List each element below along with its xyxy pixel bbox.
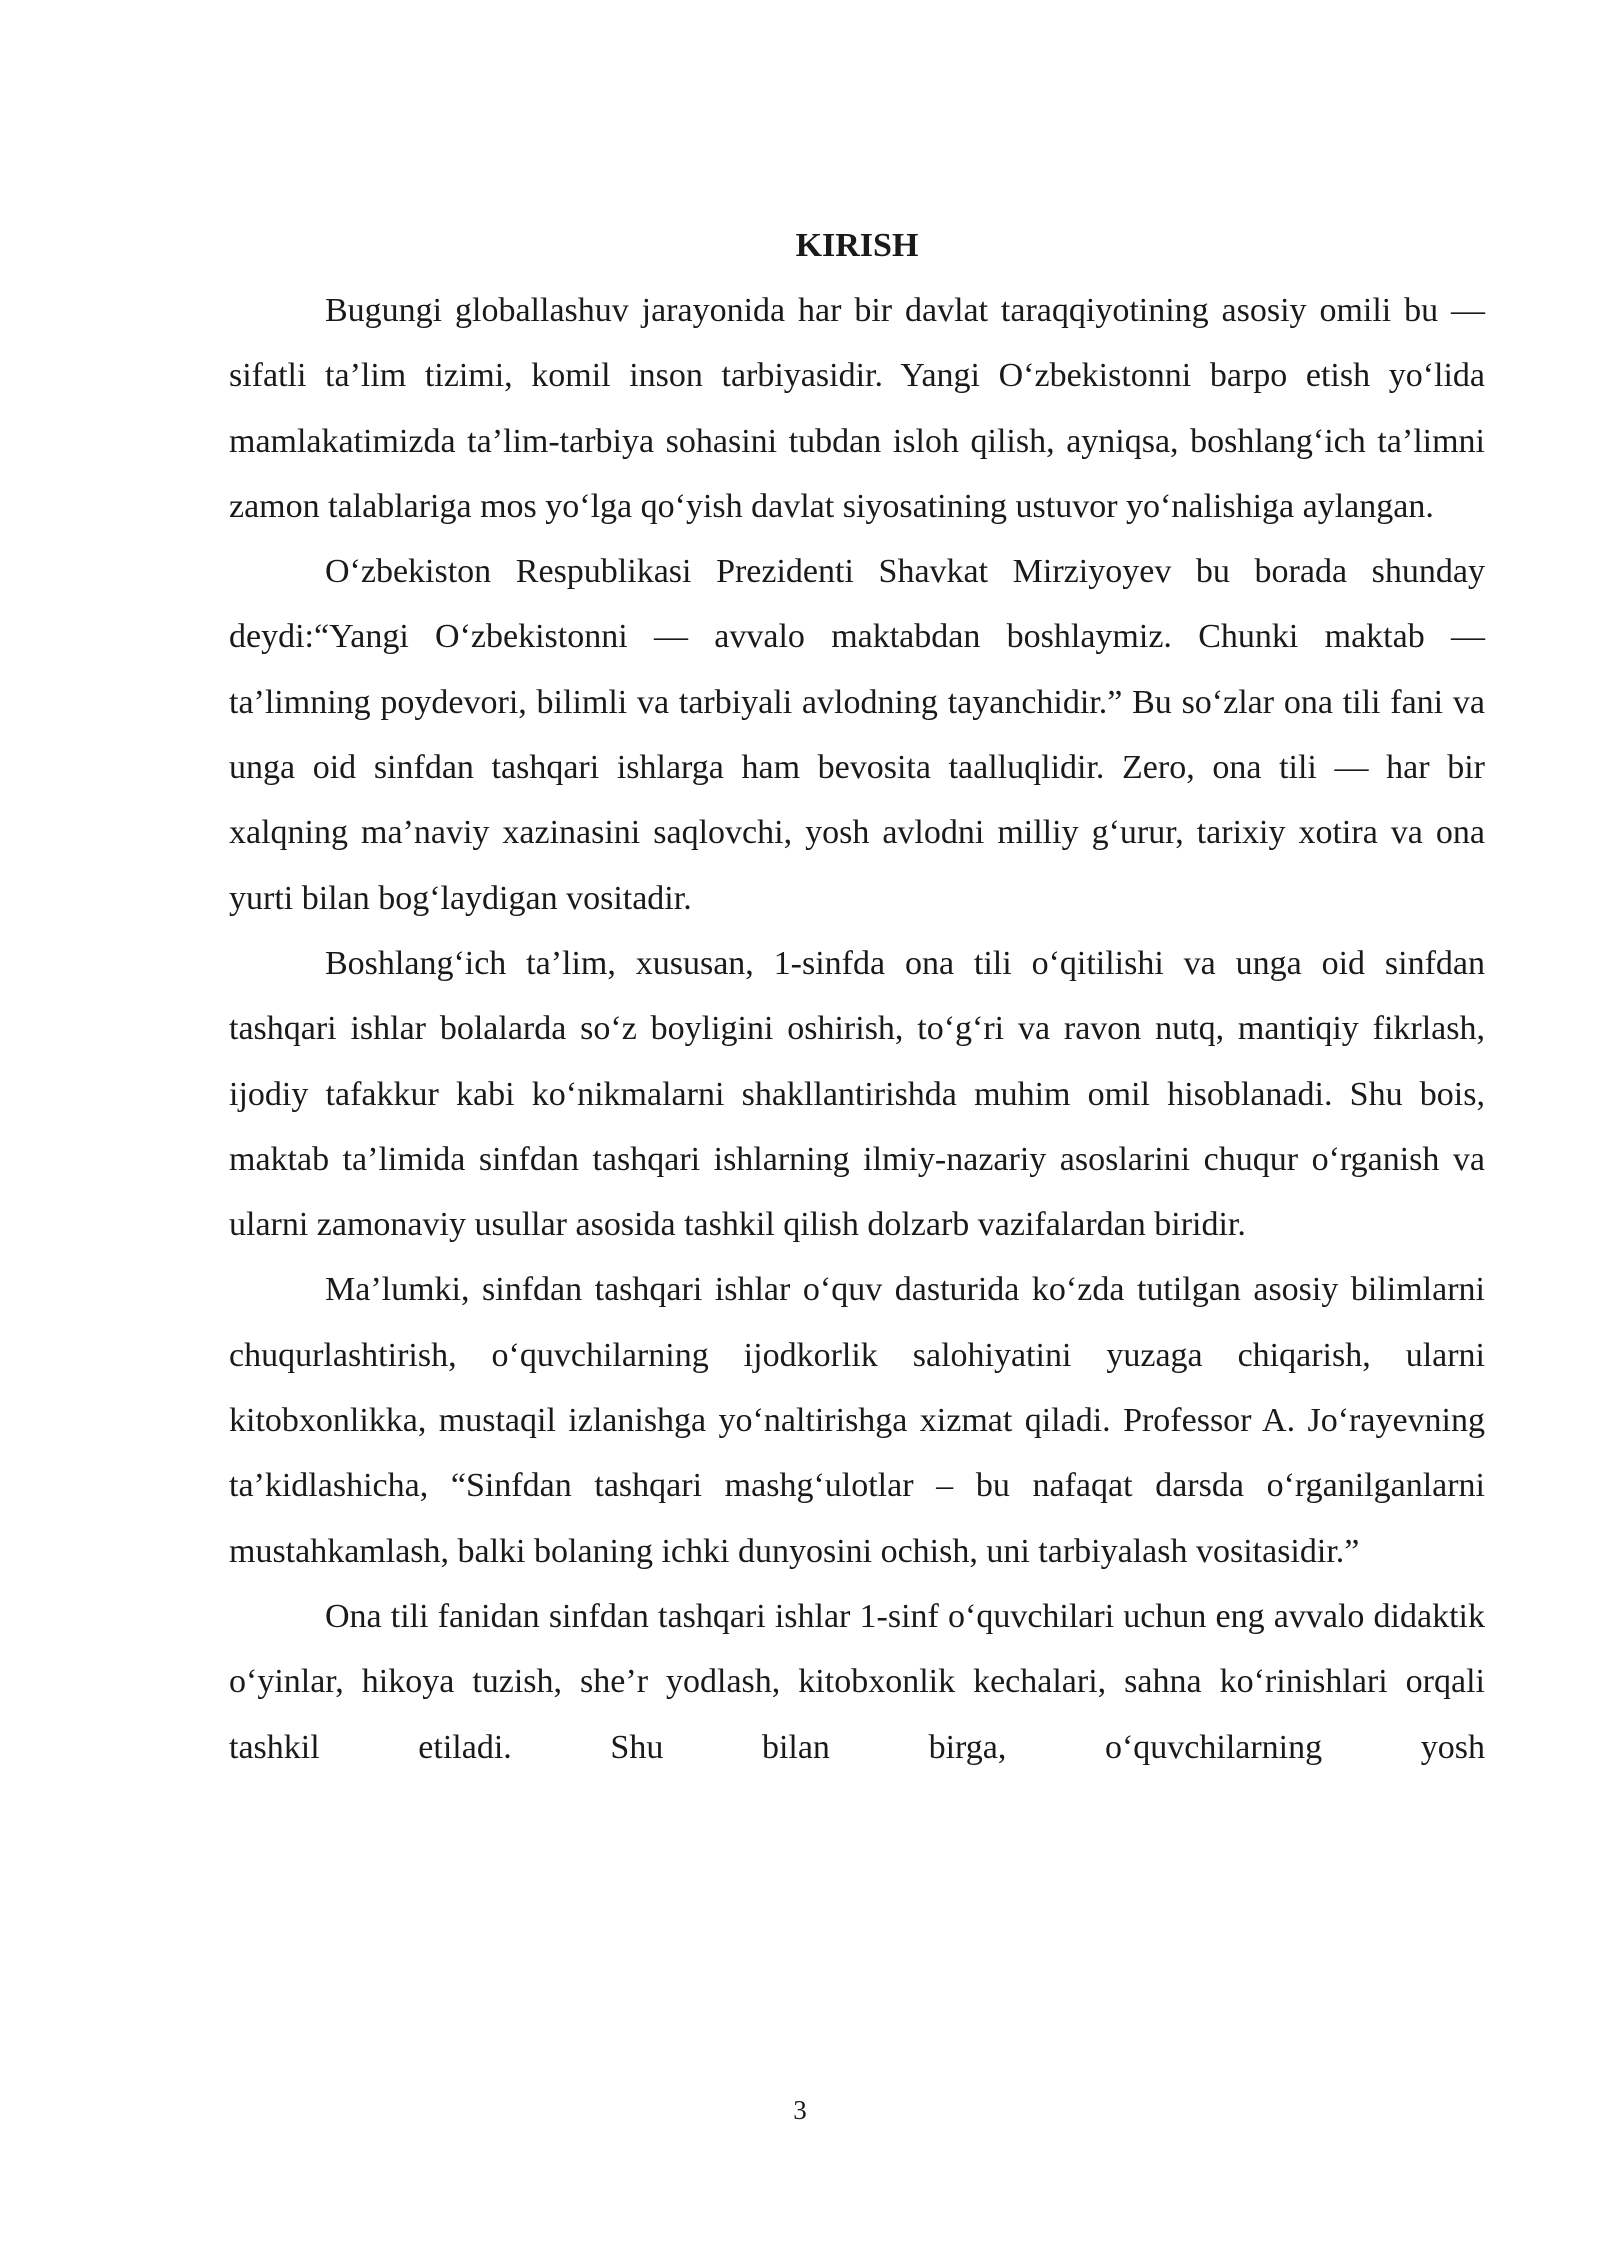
paragraph-4: Ma’lumki, sinfdan tashqari ishlar o‘quv dasturida ko‘zda tutilgan asosiy bilimlarni chuqurlashtirish, o‘quvchilarning ijodkorlik salohiyatini yuzaga chiqarish, ularni kitobxonlikka, mustaqil izlanishga yo‘naltirishga xizmat qiladi. Professor A. Jo‘rayevning ta’kidlashicha, “Sinfdan tashqari mashg‘ulotlar – bu nafaqat darsda o‘rganilganlarni mustahkamlash, balki bolaning ichki dunyosini ochish, uni tarbiyalash vositasidir.” — [229, 1271, 1485, 1570]
paragraph-2: O‘zbekiston Respublikasi Prezidenti Shavkat Mirziyoyev bu borada shunday deydi:“Yangi O‘zbekistonni — avvalo maktabdan boshlaymiz. Chunki maktab — ta’limning poydevori, bilimli va tarbiyali avlodning tayanchidir.” Bu so‘zlar ona tili fani va unga oid sinfdan tashqari ishlarga ham bevosita taalluqlidir. Zero, ona tili — har bir xalqning ma’naviy xazinasini saqlovchi, yosh avlodni milliy g‘urur, tarixiy xotira va ona yurti bilan bog‘laydigan vositadir. — [229, 553, 1485, 917]
page-number: 3 — [793, 2095, 807, 2125]
paragraph-3: Boshlang‘ich ta’lim, xususan, 1-sinfda ona tili o‘qitilishi va unga oid sinfdan tashqari ishlar bolalarda so‘z boyligini oshirish, to‘g‘ri va ravon nutq, mantiqiy fikrlash, ijodiy tafakkur kabi ko‘nikmalarni shakllantirishda muhim omil hisoblanadi. Shu bois, maktab ta’limida sinfdan tashqari ishlarning ilmiy-nazariy asoslarini chuqur o‘rganish va ularni zamonaviy usullar asosida tashkil qilish dolzarb vazifalardan biridir. — [229, 944, 1485, 1244]
paragraph-1: Bugungi globallashuv jarayonida har bir davlat taraqqiyotining asosiy omili bu — sifatli ta’lim tizimi, komil inson tarbiyasidir. Yangi O‘zbekistonni barpo etish yo‘lida mamlakatimizda ta’lim-tarbiya sohasini tubdan isloh qilish, ayniqsa, boshlang‘ich ta’limni zamon talablariga mos yo‘lga qo‘yish davlat siyosatining ustuvor yo‘nalishiga aylangan. — [229, 292, 1485, 525]
page-content — [229, 220, 1485, 1780]
section-title: KIRISH — [795, 227, 919, 264]
paragraph-5: Ona tili fanidan sinfdan tashqari ishlar 1-sinf o‘quvchilari uchun eng avvalo didaktik o‘yinlar, hikoya tuzish, she’r yodlash, kitobxonlik kechalari, sahna ko‘rinishlari orqali tashkil etiladi. Shu bilan birga, o‘quvchilarning yosh — [229, 1597, 1485, 1766]
